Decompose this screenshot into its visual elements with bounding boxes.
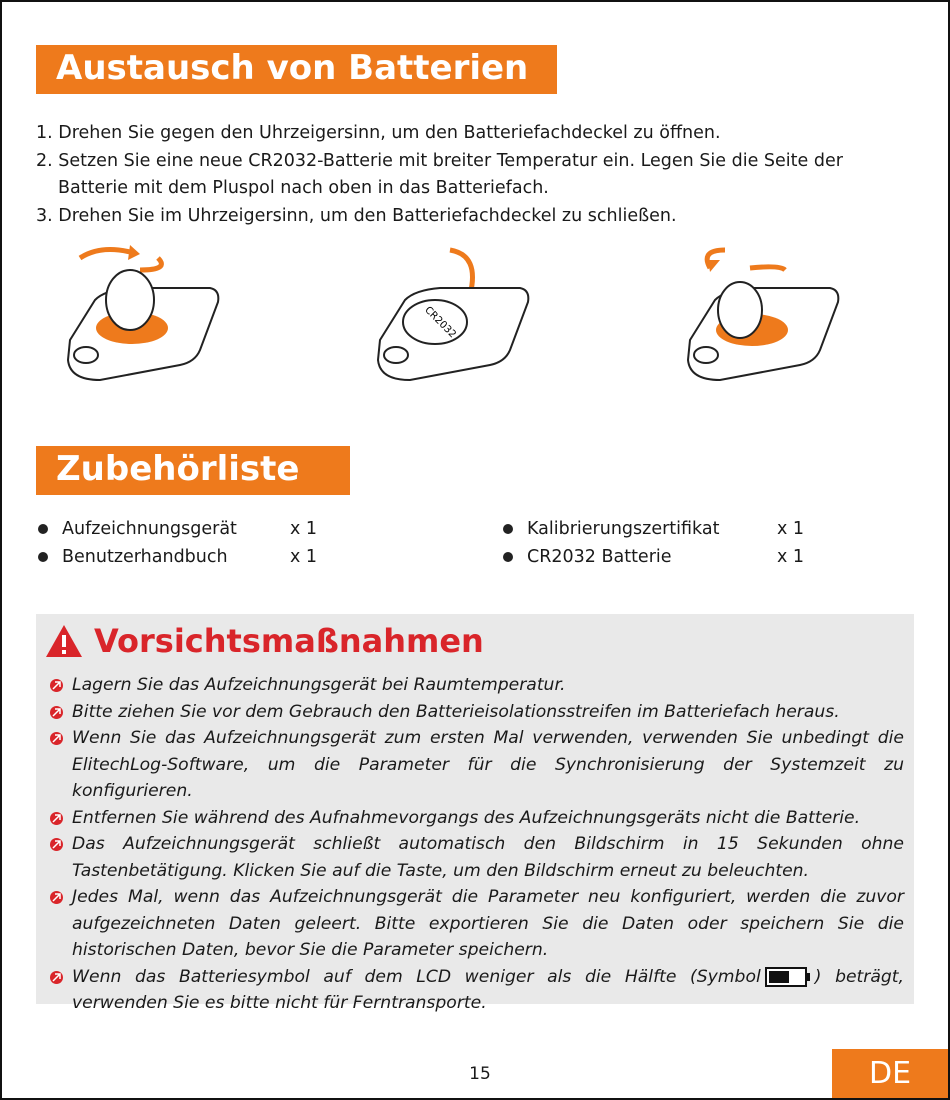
caution-list <box>50 672 904 1017</box>
arrow-bullet-icon <box>50 838 63 851</box>
bullet-icon <box>503 524 513 534</box>
caution-item: Das Aufzeichnungsgerät schließt automatisch den Bildschirm in 15 Sekunden ohne Tastenbetätigung. Klicken Sie auf die Taste, um den Bildschirm erneut zu beleuchten. <box>50 831 904 884</box>
battery-steps-list <box>36 120 916 230</box>
rotate-ccw-arrow-icon <box>80 250 130 258</box>
list-item <box>503 543 804 571</box>
accessory-qty: x 1 <box>290 547 318 567</box>
accessories-list-right <box>503 515 804 571</box>
arrow-bullet-icon <box>50 891 63 904</box>
accessory-name: Kalibrierungszertifikat <box>527 519 720 539</box>
caution-item: Entfernen Sie während des Aufnahmevorgangs des Aufzeichnungsgeräts nicht die Batterie. <box>50 805 904 832</box>
accessory-qty: x 1 <box>777 547 805 567</box>
language-badge: DE <box>832 1049 948 1098</box>
list-item <box>38 515 317 543</box>
caution-panel <box>36 614 914 1013</box>
step-2: 2. Setzen Sie eine neue CR2032-Batterie mit breiter Temperatur ein. Legen Sie die Seite der Batterie mit dem Pluspol nach oben in das Batteriefach. <box>36 150 843 198</box>
arrow-bullet-icon <box>50 706 63 719</box>
bullet-icon <box>503 552 513 562</box>
coin-label: CR2032 <box>422 304 458 341</box>
battery-section-title: Austausch von Batterien <box>36 45 557 94</box>
accessories-list-left <box>38 515 317 571</box>
list-item <box>38 543 317 571</box>
arrow-bullet-icon <box>50 732 63 745</box>
arrow-bullet-icon <box>50 971 63 984</box>
accessory-name: Aufzeichnungsgerät <box>62 519 237 539</box>
list-item <box>503 515 804 543</box>
coin-cell-icon <box>106 270 154 330</box>
step-3: 3. Drehen Sie im Uhrzeigersinn, um den Batteriefachdeckel zu schließen. <box>36 205 677 226</box>
caution-heading <box>44 622 484 660</box>
arrow-bullet-icon <box>50 812 63 825</box>
accessory-qty: x 1 <box>777 519 805 539</box>
page-number: 15 <box>469 1064 491 1084</box>
bullet-icon <box>38 552 48 562</box>
caution-item: Wenn das Batteriesymbol auf dem LCD weniger als die Hälfte (Symbol ) beträgt, verwenden Sie es bitte nicht für Ferntransporte. <box>50 964 904 1017</box>
battery-half-icon <box>765 967 811 987</box>
caution-item: Lagern Sie das Aufzeichnungsgerät bei Raumtemperatur. <box>50 672 904 699</box>
bullet-icon <box>38 524 48 534</box>
step-1: 1. Drehen Sie gegen den Uhrzeigersinn, um den Batteriefachdeckel zu öffnen. <box>36 123 721 143</box>
caution-item: Wenn Sie das Aufzeichnungsgerät zum ersten Mal verwenden, verwenden Sie unbedingt die ElitechLog-Software, um die Parameter für die Synchronisierung der Systemzeit zu konfigurieren. <box>50 725 904 805</box>
battery-open-illustration <box>60 240 230 390</box>
accessory-name: Benutzerhandbuch <box>62 547 228 567</box>
accessory-name: CR2032 Batterie <box>527 547 672 567</box>
warning-triangle-icon <box>44 623 84 659</box>
coin-cell-icon <box>718 282 762 338</box>
caution-item: Bitte ziehen Sie vor dem Gebrauch den Batterieisolationsstreifen im Batteriefach heraus. <box>50 699 904 726</box>
arrow-bullet-icon <box>50 679 63 692</box>
accessory-qty: x 1 <box>290 519 318 539</box>
caution-title: Vorsichtsmaßnahmen <box>94 622 484 660</box>
accessories-section-title: Zubehörliste <box>36 446 350 495</box>
battery-insert-illustration <box>370 240 540 390</box>
caution-item: Jedes Mal, wenn das Aufzeichnungsgerät die Parameter neu konfiguriert, werden die zuvor aufgezeichneten Daten geleert. Bitte exportieren Sie die Daten oder speichern Sie die historischen Daten, bevor Sie die Parameter speichern. <box>50 884 904 964</box>
battery-close-illustration <box>680 240 850 390</box>
